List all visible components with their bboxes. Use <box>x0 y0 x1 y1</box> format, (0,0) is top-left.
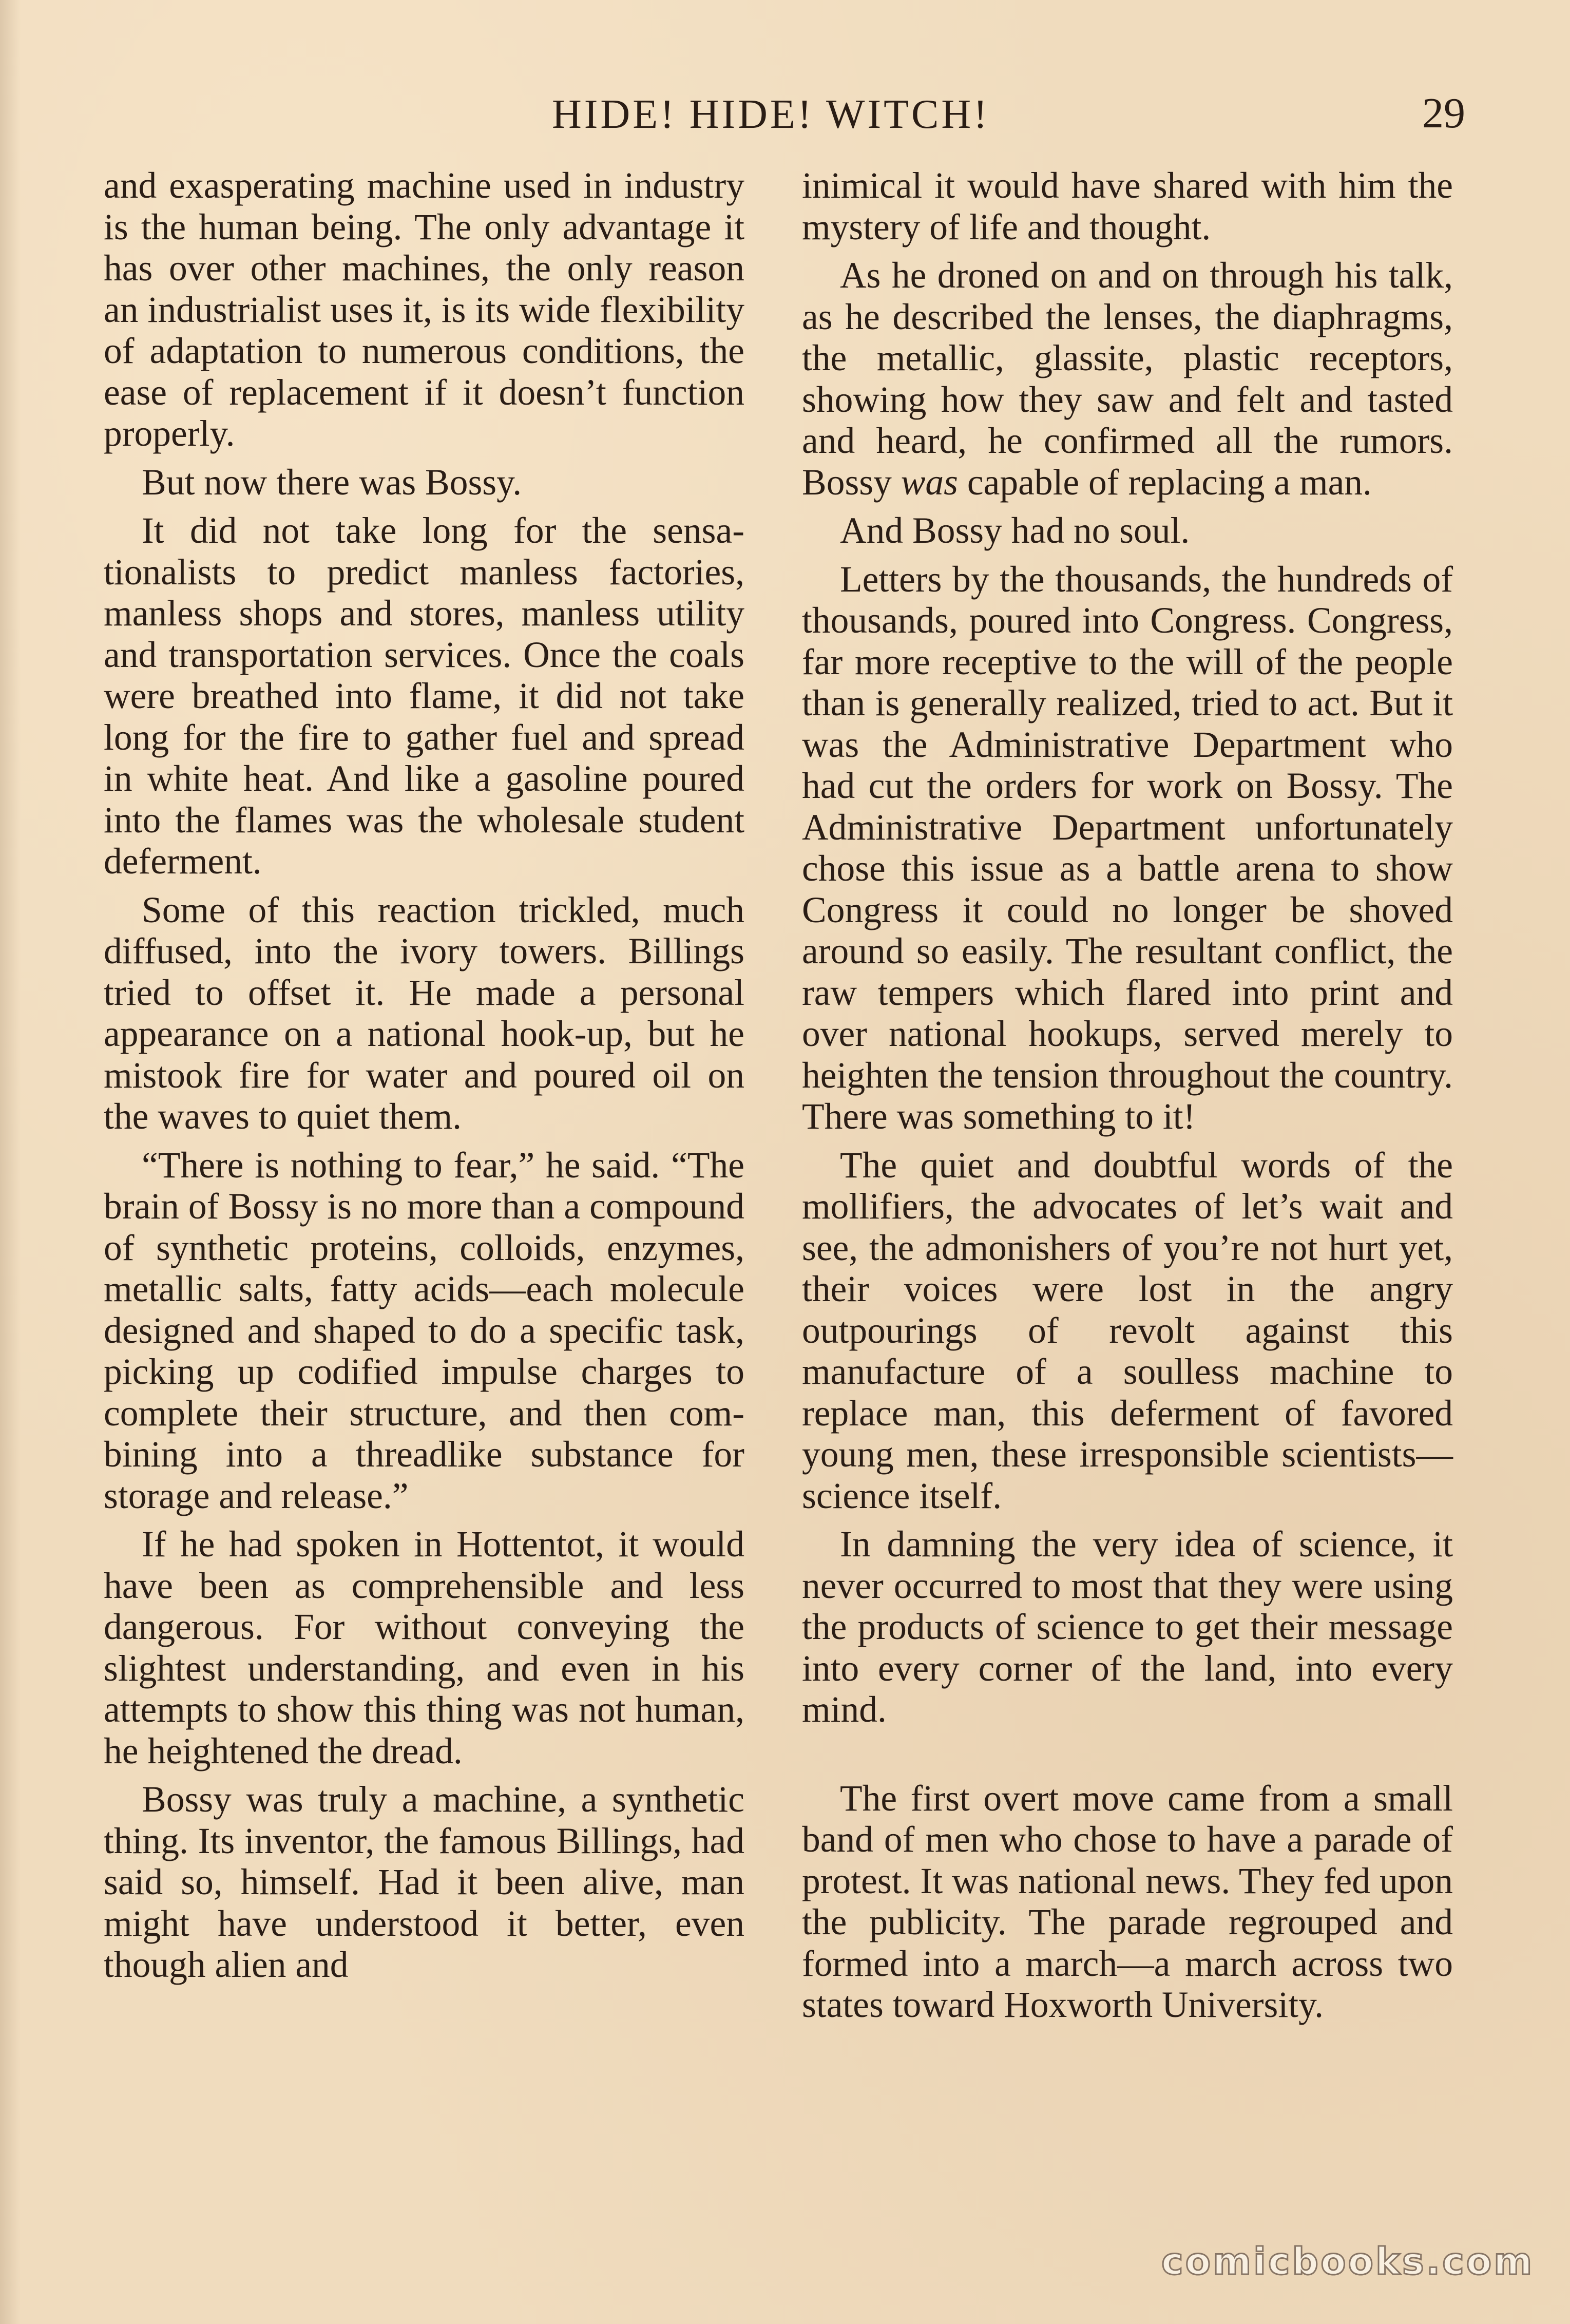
left-text-column <box>104 165 744 1993</box>
right-paragraph-2 <box>802 255 1453 503</box>
right-paragraph-6: In damning the very idea of science, it never occurred to most that they were using the products of science to get their message into every corner of the land, into every mind. <box>802 1524 1453 1730</box>
right-paragraph-2-text-a: As he droned on and on through his talk, as he described the lenses, the diaphragms, the metallic, glassite, plastic receptors, showing how they saw and felt and tasted and heard, he confirmed all the rumors. Bossy <box>802 255 1453 503</box>
left-paragraph-5: “There is nothing to fear,” he said. “The brain of Bossy is no more than a compound of synthetic proteins, colloids, enzymes, metallic salts, fatty acids—each molecule designed and shaped to do a specific task, picking up codified impulse charges to complete their structure, and then combining into a threadlike substance for storage and release.” <box>104 1145 744 1516</box>
right-paragraph-7: The first overt move came from a small band of men who chose to have a parade of protest. It was national news. They fed upon the publicity. The parade regrouped and formed into a march—a march across two states toward Hoxworth University. <box>802 1778 1453 2025</box>
page-number: 29 <box>1422 89 1465 137</box>
page-edge-shadow <box>0 0 21 2324</box>
right-paragraph-1: inimical it would have shared with him the mystery of life and thought. <box>802 165 1453 247</box>
left-paragraph-6: If he had spoken in Hottentot, it would have been as comprehensible and less dangerous. For without conveying the slightest understanding, and even in his attempts to show this thing was not human, he heightened the dread. <box>104 1524 744 1771</box>
right-paragraph-3: And Bossy had no soul. <box>840 510 1190 551</box>
emphasis-was: was <box>901 462 958 503</box>
left-paragraph-2: But now there was Bossy. <box>142 462 522 503</box>
running-title: HIDE! HIDE! WITCH! <box>552 92 990 137</box>
left-paragraph-3: It did not take long for the sensationalists to predict manless factories, manless shops and stores, manless utility and transportation services. Once the coals were breathed into flame, it did not take long for the fire to gather fuel and spread in white heat. And like a gasoline poured into the flames was the wholesale student deferment. <box>104 510 744 882</box>
site-watermark: comicbooks.com <box>1161 2240 1535 2283</box>
right-paragraph-2-text-b: capable of replacing a man. <box>958 462 1372 503</box>
left-paragraph-1: and exasperating machine used in industry is the human being. The only advantage it has over other machines, the only reason an industrialist uses it, is its wide flexibility of adaptation to numerous conditions, the ease of replacement if it doesn’t function properly. <box>104 165 744 454</box>
left-paragraph-7: Bossy was truly a machine, a synthetic thing. Its inventor, the famous Billings, had said so, himself. Had it been alive, man might have understood it better, even though alien and <box>104 1779 744 1985</box>
left-paragraph-4: Some of this reaction trickled, much diffused, into the ivory towers. Billings tried to offset it. He made a personal appearance on a national hook-up, but he mistook fire for water and poured oil on the waves to quiet them. <box>104 889 744 1137</box>
right-text-column <box>802 165 1453 2033</box>
right-paragraph-4: Letters by the thousands, the hundreds of thousands, poured into Congress. Congress, far more receptive to the will of the people than is generally realized, tried to act. But it was the Administrative Department who had cut the orders for work on Bossy. The Administrative Department unfortunately chose this issue as a battle arena to show Congress it could no longer be shoved around so easily. The resultant conflict, the raw tempers which flared into print and over national hookups, served merely to heighten the tension throughout the country. There was something to it! <box>802 559 1453 1137</box>
right-paragraph-5: The quiet and doubtful words of the mollifiers, the advocates of let’s wait and see, the admonishers of you’re not hurt yet, their voices were lost in the angry outpourings of revolt against this manufacture of a soulless machine to replace man, this deferment of favored young men, these irresponsible scientists—science itself. <box>802 1145 1453 1516</box>
